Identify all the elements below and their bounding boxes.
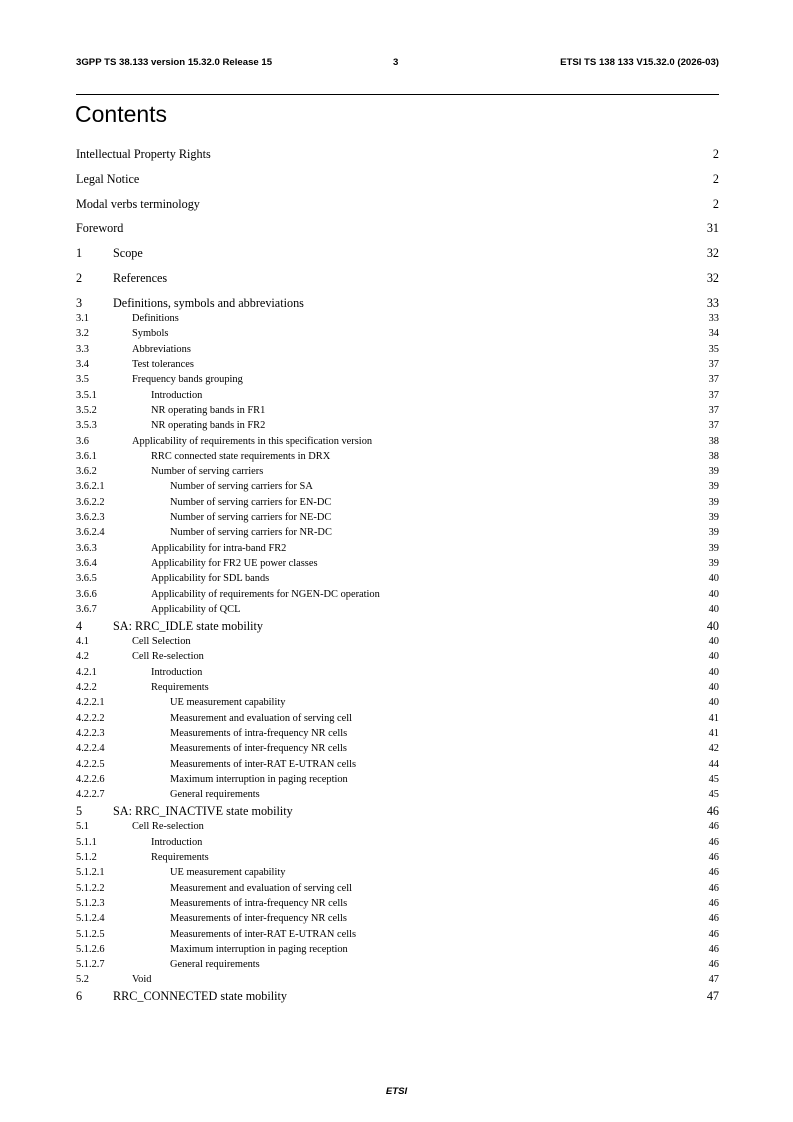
header-spec-version: 3GPP TS 38.133 version 15.32.0 Release 15	[76, 57, 273, 68]
toc-entry-title: RRC_CONNECTED state mobility	[113, 989, 288, 1004]
toc-entry[interactable]	[76, 449, 719, 464]
toc-entry-number: 5.1.2.1	[76, 867, 105, 879]
toc-entry-title: Test tolerances	[132, 359, 194, 370]
toc-entry-page: 40	[708, 651, 719, 663]
toc-entry-number: 4.2.2	[76, 682, 97, 693]
toc-entry-number: 3.6.2.1	[76, 481, 105, 493]
toc-entry-title: Applicability of requirements for NGEN-DC operation	[151, 588, 380, 600]
toc-entry-title: Definitions	[132, 313, 179, 325]
toc-entry-page: 38	[708, 450, 719, 462]
toc-entry-page: 39	[708, 466, 719, 478]
toc-entry-number: 3.2	[76, 328, 89, 340]
toc-entry[interactable]	[76, 587, 719, 602]
toc-entry-title: UE measurement capability	[170, 697, 286, 709]
toc-entry-page: 32	[706, 246, 719, 261]
toc-entry-number: 3.6.2.2	[76, 496, 105, 508]
toc-entry-title: SA: RRC_INACTIVE state mobility	[113, 804, 293, 819]
toc-entry-title: Requirements	[151, 852, 209, 863]
toc-entry-number: 1	[76, 246, 83, 261]
toc-entry-number: 3.6.7	[76, 603, 97, 615]
toc-entry-title: Measurements of inter-frequency NR cells	[170, 913, 347, 925]
toc-entry[interactable]	[76, 296, 719, 311]
toc-entry[interactable]	[76, 911, 719, 926]
toc-entry-page: 46	[708, 928, 719, 940]
toc-entry-number: 5.1.2.3	[76, 897, 105, 909]
toc-entry-number: 3.6.2.3	[76, 512, 105, 523]
toc-entry[interactable]	[76, 711, 719, 726]
toc-entry-title: NR operating bands in FR2	[151, 420, 266, 432]
toc-entry-title: Cell Re-selection	[132, 821, 204, 833]
toc-entry[interactable]	[76, 434, 719, 449]
toc-entry[interactable]	[76, 649, 719, 664]
toc-entry[interactable]	[76, 695, 719, 710]
toc-entry[interactable]	[76, 525, 719, 540]
toc-entry-page: 31	[706, 221, 719, 236]
toc-entry[interactable]	[76, 819, 719, 834]
toc-entry-page: 41	[708, 727, 719, 739]
toc-entry[interactable]	[76, 556, 719, 571]
toc-entry-number: 3.6.3	[76, 542, 97, 554]
toc-entry-number: 2	[76, 271, 83, 285]
toc-entry-page: 40	[708, 682, 719, 693]
toc-entry-page: 46	[708, 913, 719, 925]
toc-entry-number: 4.2.2.6	[76, 773, 105, 785]
toc-entry[interactable]	[76, 881, 719, 896]
toc-entry-title: UE measurement capability	[170, 867, 286, 879]
toc-entry-page: 38	[708, 435, 719, 447]
header-page-number: 3	[393, 57, 399, 68]
toc-entry-title: Applicability for intra-band FR2	[151, 542, 287, 554]
toc-entry[interactable]	[76, 372, 719, 387]
toc-entry[interactable]	[76, 271, 719, 286]
toc-entry-page: 40	[708, 588, 719, 600]
toc-entry-page: 47	[708, 974, 719, 986]
toc-entry-number: 3.6.5	[76, 573, 97, 585]
toc-entry-number: 3.6.2.4	[76, 527, 105, 539]
toc-entry-title: Frequency bands grouping	[132, 374, 243, 386]
toc-entry-page: 35	[708, 343, 719, 355]
toc-entry-title: SA: RRC_IDLE state mobility	[113, 618, 263, 633]
toc-entry[interactable]	[76, 634, 719, 649]
toc-entry-title: Applicability for SDL bands	[151, 573, 270, 585]
toc-entry-number: 3.3	[76, 343, 89, 355]
toc-entry-title: Measurement and evaluation of serving cell	[170, 882, 353, 894]
toc-entry-title: Legal Notice	[76, 171, 140, 186]
toc-entry[interactable]	[76, 147, 719, 162]
toc-entry[interactable]	[76, 835, 719, 850]
toc-entry[interactable]	[76, 942, 719, 957]
toc-entry-page: 46	[708, 821, 719, 833]
toc-entry-page: 44	[708, 758, 719, 770]
header-rule	[76, 94, 719, 95]
toc-entry-title: Foreword	[76, 221, 124, 236]
toc-entry-page: 33	[706, 295, 719, 310]
toc-entry-number: 3.5.2	[76, 404, 97, 416]
toc-entry-number: 3	[76, 295, 83, 310]
toc-entry-number: 3.5.1	[76, 389, 97, 401]
toc-entry-title: General requirements	[170, 789, 260, 801]
toc-entry[interactable]	[76, 403, 719, 418]
toc-entry-title: Introduction	[151, 836, 203, 848]
toc-entry-page: 46	[708, 959, 719, 971]
toc-entry[interactable]	[76, 495, 719, 510]
toc-entry-page: 39	[708, 527, 719, 539]
toc-entry[interactable]	[76, 665, 719, 680]
toc-entry-number: 4.2.2.1	[76, 697, 105, 709]
toc-entry-title: Introduction	[151, 666, 203, 678]
toc-entry[interactable]	[76, 172, 719, 187]
toc-entry-page: 46	[708, 867, 719, 879]
toc-entry[interactable]	[76, 197, 719, 212]
toc-entry-number: 5.1.2.5	[76, 928, 105, 940]
toc-entry-page: 39	[708, 512, 719, 523]
toc-entry-number: 3.6.1	[76, 450, 97, 462]
toc-entry-number: 5.1.2.2	[76, 882, 105, 894]
toc-entry-number: 5.1.1	[76, 836, 97, 848]
toc-entry[interactable]	[76, 927, 719, 942]
toc-entry-title: Void	[132, 974, 152, 986]
toc-entry-page: 37	[708, 374, 719, 386]
toc-entry-page: 33	[708, 313, 719, 325]
toc-entry[interactable]	[76, 541, 719, 556]
footer-etsi: ETSI	[385, 1086, 408, 1097]
toc-entry[interactable]	[76, 726, 719, 741]
toc-entry-number: 6	[76, 989, 83, 1004]
toc-entry-page: 40	[708, 573, 719, 585]
toc-entry-page: 46	[706, 804, 719, 819]
toc-entry-title: RRC connected state requirements in DRX	[151, 450, 331, 462]
toc-entry-title: Measurements of inter-RAT E-UTRAN cells	[170, 758, 357, 770]
toc-entry-page: 46	[708, 897, 719, 909]
toc-entry-page: 2	[712, 171, 719, 186]
toc-entry[interactable]	[76, 221, 719, 236]
toc-entry-page: 39	[708, 496, 719, 508]
toc-entry[interactable]	[76, 342, 719, 357]
toc-entry[interactable]	[76, 388, 719, 403]
toc-entry-number: 4.2.2.2	[76, 712, 105, 724]
toc-entry-title: Intellectual Property Rights	[76, 147, 211, 161]
toc-entry[interactable]	[76, 311, 719, 326]
toc-entry-title: Number of serving carriers	[151, 466, 264, 478]
toc-entry-title: Number of serving carriers for EN-DC	[170, 496, 332, 508]
toc-entry[interactable]	[76, 464, 719, 479]
toc-entry-page: 46	[708, 943, 719, 955]
toc-entry-number: 4.2	[76, 651, 89, 663]
toc-entry-page: 37	[708, 404, 719, 416]
toc-entry[interactable]	[76, 741, 719, 756]
toc-entry-page: 46	[708, 852, 719, 863]
toc-entry-number: 4.2.1	[76, 666, 97, 678]
toc-entry-title: Measurements of intra-frequency NR cells	[170, 727, 348, 739]
toc-entry-title: Cell Selection	[132, 636, 191, 648]
toc-entry[interactable]	[76, 619, 719, 634]
toc-entry-number: 5	[76, 804, 83, 819]
toc-entry-number: 5.1.2.4	[76, 913, 105, 925]
toc-entry-page: 41	[708, 712, 719, 724]
toc-entry-number: 3.1	[76, 313, 89, 325]
toc-entry[interactable]	[76, 787, 719, 802]
toc-entry[interactable]	[76, 896, 719, 911]
toc-entry-number: 5.1.2	[76, 852, 97, 863]
toc-entry-title: Scope	[113, 246, 143, 261]
toc-entry-title: Applicability for FR2 UE power classes	[151, 557, 318, 569]
toc-entry-title: Applicability of QCL	[151, 603, 241, 615]
toc-entry[interactable]	[76, 510, 719, 525]
toc-entry-page: 37	[708, 420, 719, 432]
toc-entry-number: 5.1	[76, 821, 89, 833]
toc-entry-page: 47	[706, 989, 719, 1004]
toc-entry-number: 4.2.2.4	[76, 743, 105, 755]
toc-entry-title: Cell Re-selection	[132, 651, 204, 663]
toc-entry-number: 3.6.4	[76, 557, 97, 569]
toc-entry-number: 3.5	[76, 374, 89, 386]
toc-entry-page: 2	[712, 147, 719, 161]
toc-entry-title: Measurement and evaluation of serving cell	[170, 712, 353, 724]
toc-entry[interactable]	[76, 326, 719, 341]
toc-entry-number: 4	[76, 618, 83, 633]
toc-entry-number: 3.6.2	[76, 466, 97, 478]
toc-entry[interactable]	[76, 246, 719, 261]
toc-entry[interactable]	[76, 850, 719, 865]
toc-entry-page: 34	[708, 328, 719, 340]
toc-entry-page: 45	[708, 773, 719, 785]
toc-entry-page: 39	[708, 542, 719, 554]
toc-entry[interactable]	[76, 865, 719, 880]
toc-entry[interactable]	[76, 957, 719, 972]
toc-entry-title: NR operating bands in FR1	[151, 404, 266, 416]
toc-entry[interactable]	[76, 757, 719, 772]
toc-entry[interactable]	[76, 972, 719, 987]
toc-entry-title: Symbols	[132, 328, 169, 340]
page-title: Contents	[75, 101, 168, 127]
toc-entry-number: 4.1	[76, 636, 89, 648]
toc-entry[interactable]	[76, 989, 719, 1004]
toc-entry-page: 32	[706, 271, 719, 285]
toc-entry-page: 40	[708, 697, 719, 709]
toc-entry-number: 3.4	[76, 359, 89, 370]
toc-entry-title: Applicability of requirements in this specification version	[132, 435, 373, 447]
toc-entry-page: 40	[708, 603, 719, 615]
toc-entry[interactable]	[76, 357, 719, 372]
toc-entry-title: Requirements	[151, 682, 209, 693]
toc-entry-title: Maximum interruption in paging reception	[170, 773, 348, 785]
toc-entry-number: 4.2.2.3	[76, 727, 105, 739]
toc-entry-number: 5.2	[76, 974, 89, 986]
toc-entry-number: 5.1.2.6	[76, 943, 105, 955]
toc-entry-page: 39	[708, 481, 719, 493]
toc-entry-page: 37	[708, 389, 719, 401]
toc-entry-page: 46	[708, 882, 719, 894]
toc-entry-page: 45	[708, 789, 719, 801]
toc-entry-page: 37	[708, 359, 719, 370]
toc-entry-number: 3.5.3	[76, 420, 97, 432]
toc-entry-title: Measurements of inter-RAT E-UTRAN cells	[170, 928, 357, 940]
toc-entry-page: 39	[708, 557, 719, 569]
toc-entry-title: Number of serving carriers for NR-DC	[170, 527, 332, 539]
toc-entry[interactable]	[76, 804, 719, 819]
toc-entry-number: 4.2.2.7	[76, 789, 105, 801]
toc-entry-title: Maximum interruption in paging reception	[170, 943, 348, 955]
toc-entry-page: 40	[708, 636, 719, 648]
toc-entry[interactable]	[76, 680, 719, 695]
toc-entry-number: 5.1.2.7	[76, 959, 105, 971]
toc-entry-title: General requirements	[170, 959, 260, 971]
toc-entry-title: Abbreviations	[132, 343, 191, 355]
toc-entry[interactable]	[76, 571, 719, 586]
toc-entry[interactable]	[76, 418, 719, 433]
toc-entry-page: 40	[708, 666, 719, 678]
toc-entry-page: 2	[712, 196, 719, 211]
toc-entry[interactable]	[76, 772, 719, 787]
toc-entry[interactable]	[76, 602, 719, 617]
toc-entry-title: References	[113, 271, 168, 285]
toc-entry-page: 46	[708, 836, 719, 848]
toc-entry-number: 3.6	[76, 435, 89, 447]
toc-entry-title: Measurements of inter-frequency NR cells	[170, 743, 347, 755]
toc-entry-page: 42	[708, 743, 719, 755]
toc-entry-title: Definitions, symbols and abbreviations	[113, 295, 304, 310]
toc-entry-page: 40	[706, 618, 719, 633]
toc-entry-title: Introduction	[151, 389, 203, 401]
toc-entry-number: 3.6.6	[76, 588, 97, 600]
header-etsi-reference: ETSI TS 138 133 V15.32.0 (2026-03)	[560, 57, 719, 68]
toc-entry-title: Modal verbs terminology	[76, 196, 200, 211]
toc-entry[interactable]	[76, 479, 719, 494]
toc-entry-title: Number of serving carriers for SA	[170, 481, 313, 493]
toc-entry-number: 4.2.2.5	[76, 758, 105, 770]
toc-entry-title: Measurements of intra-frequency NR cells	[170, 897, 348, 909]
toc-entry-title: Number of serving carriers for NE-DC	[170, 512, 332, 523]
